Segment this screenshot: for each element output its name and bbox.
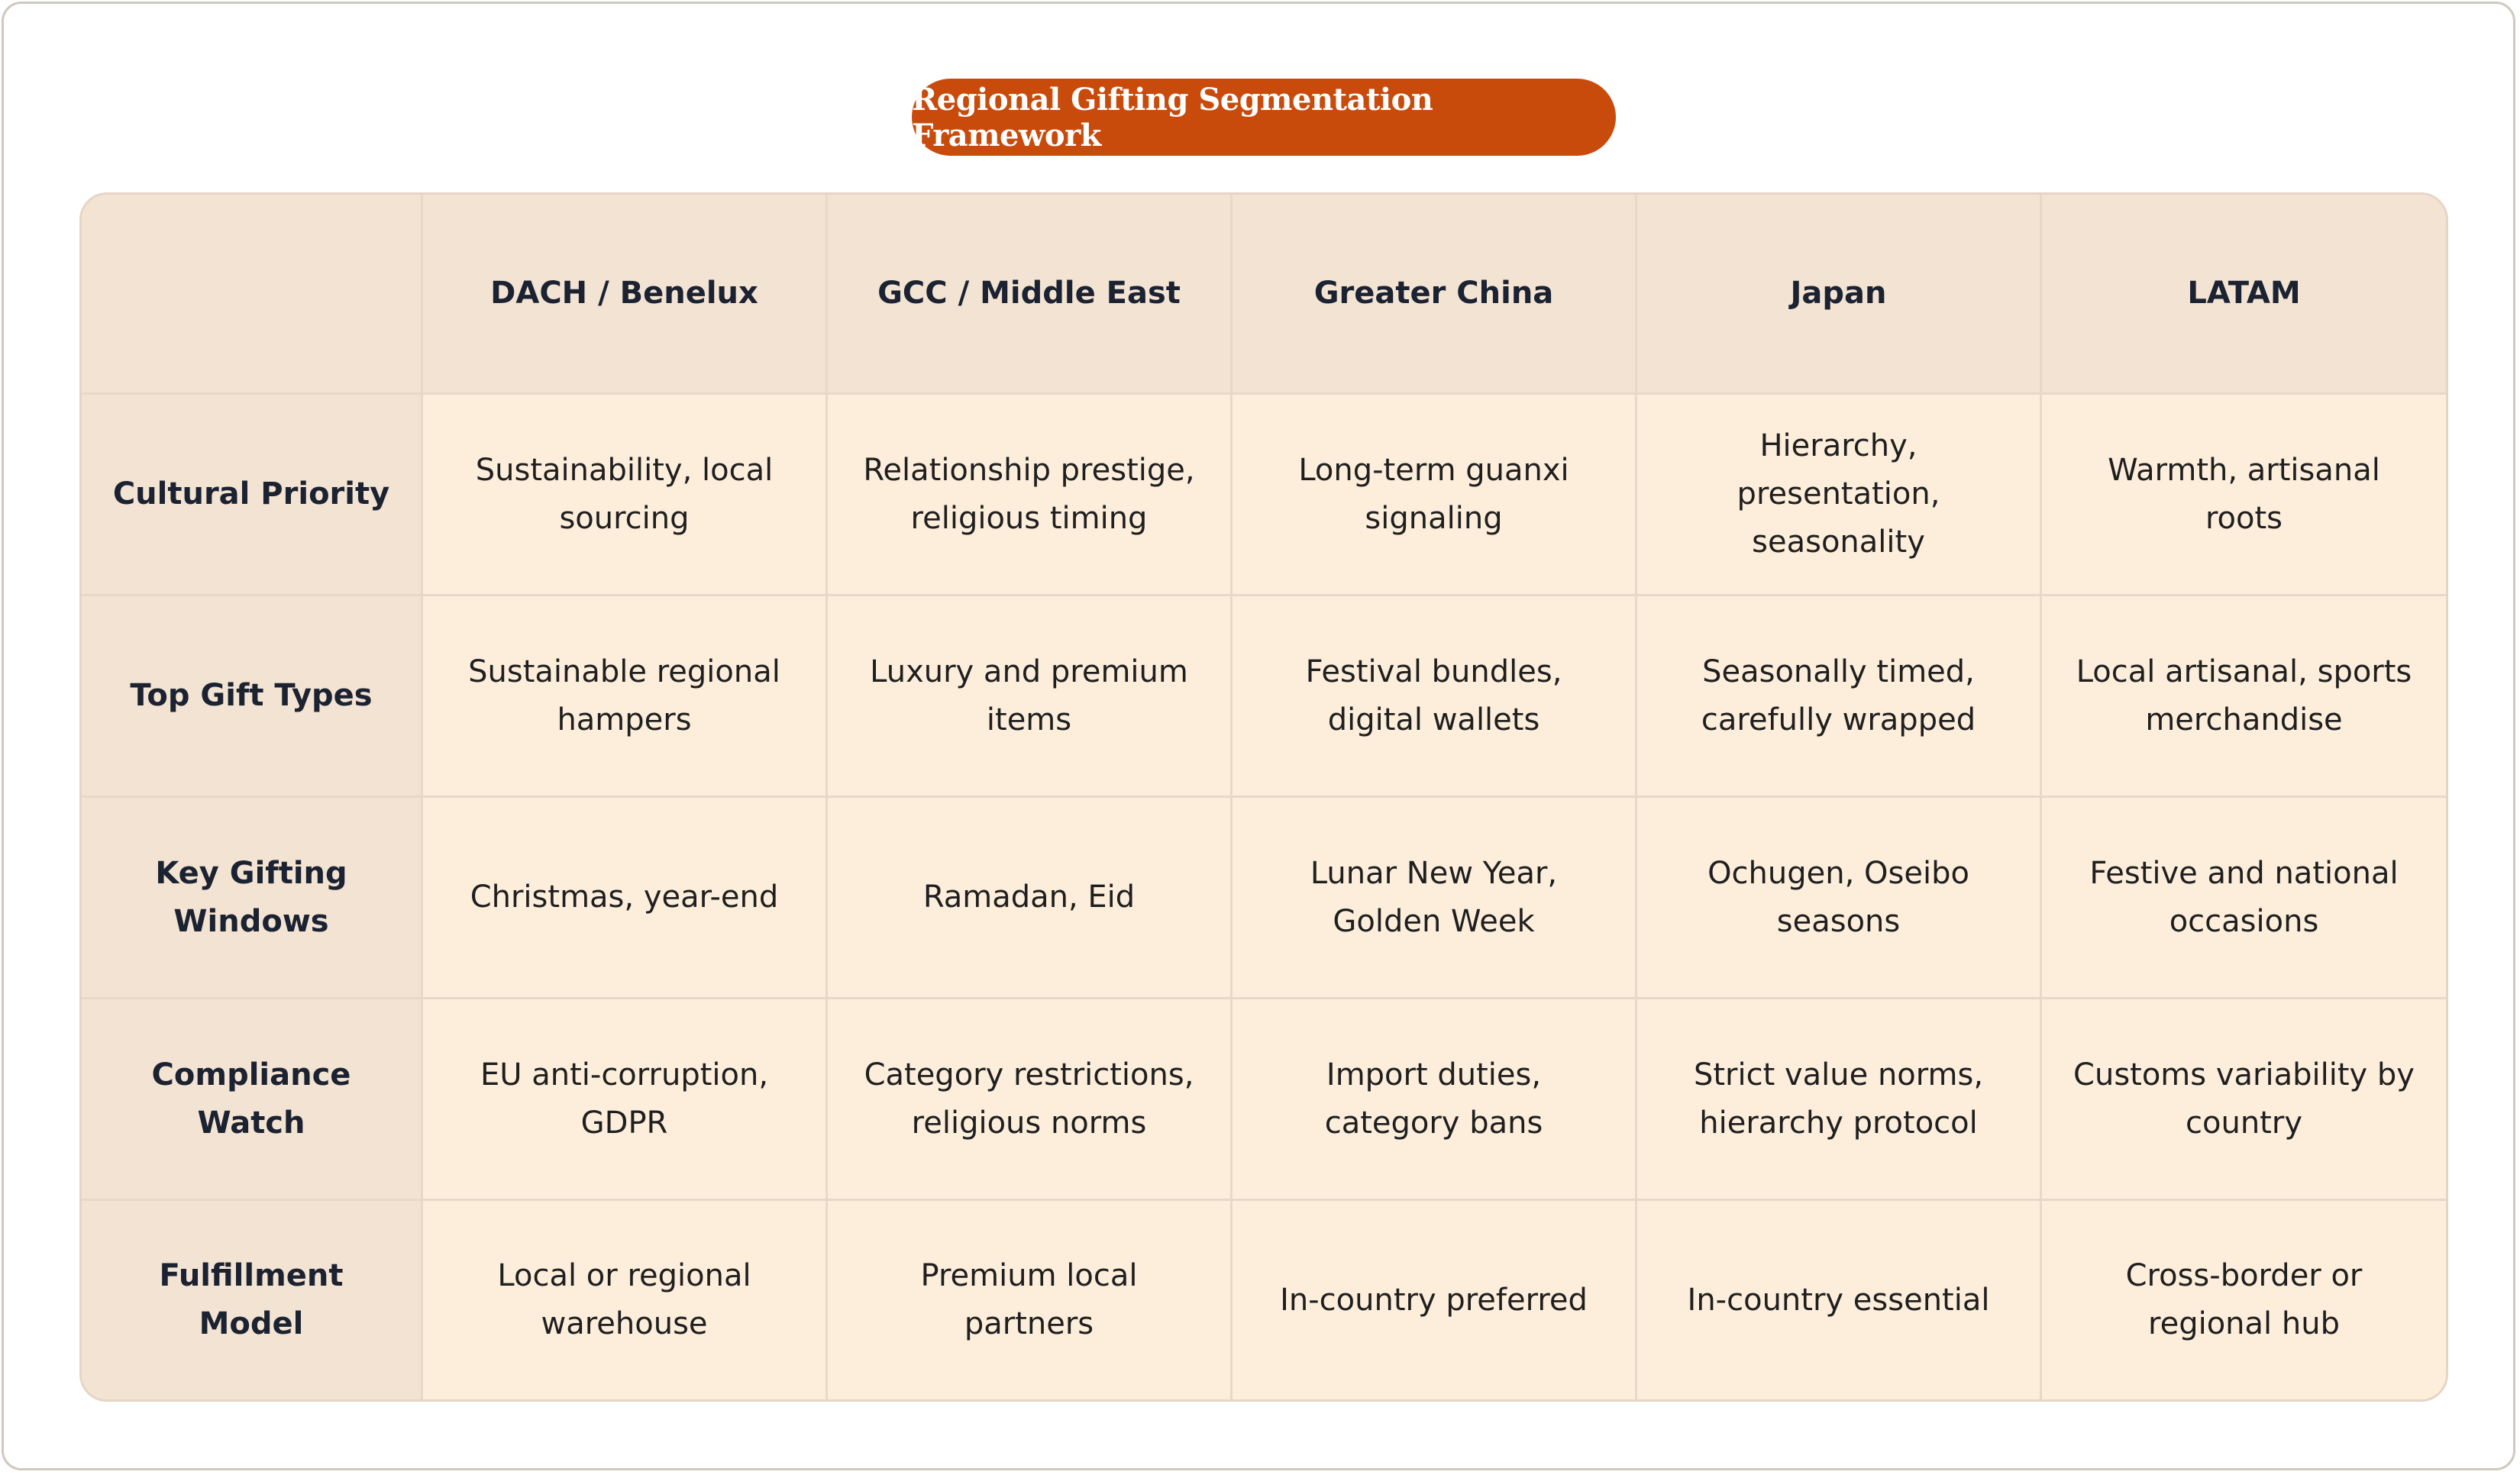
table-cell: Lunar New Year, Golden Week (1233, 798, 1637, 999)
segmentation-table (79, 192, 2448, 1402)
table-cell: Local or regional warehouse (423, 1201, 828, 1399)
page-frame (2, 2, 2515, 1470)
table-cell: Festival bundles, digital wallets (1233, 596, 1637, 798)
column-header-greater-china: Greater China (1233, 195, 1637, 395)
row-header-compliance-watch: Compliance Watch (82, 999, 423, 1201)
table-cell: Strict value norms, hierarchy protocol (1637, 999, 2042, 1201)
table-cell: In-country preferred (1233, 1201, 1637, 1399)
column-header-dach-benelux: DACH / Benelux (423, 195, 828, 395)
row-header-top-gift-types: Top Gift Types (82, 596, 423, 798)
row-header-fulfillment-model: Fulfillment Model (82, 1201, 423, 1399)
table-cell: Seasonally timed, carefully wrapped (1637, 596, 2042, 798)
table-corner-cell (82, 195, 423, 395)
table-cell: EU anti-corruption, GDPR (423, 999, 828, 1201)
table-cell: Sustainable regional hampers (423, 596, 828, 798)
table-cell: Cross-border or regional hub (2042, 1201, 2446, 1399)
table-cell: Ramadan, Eid (828, 798, 1233, 999)
table-cell: Ochugen, Oseibo seasons (1637, 798, 2042, 999)
column-header-gcc-middle-east: GCC / Middle East (828, 195, 1233, 395)
table-cell: Relationship prestige, religious timing (828, 395, 1233, 596)
page-title: Regional Gifting Segmentation Framework (912, 79, 1616, 156)
table-grid (82, 195, 2446, 1399)
row-header-cultural-priority: Cultural Priority (82, 395, 423, 596)
table-cell: Long-term guanxi signaling (1233, 395, 1637, 596)
row-header-key-gifting-windows: Key Gifting Windows (82, 798, 423, 999)
table-cell: Import duties, category bans (1233, 999, 1637, 1201)
table-cell: Luxury and premium items (828, 596, 1233, 798)
column-header-latam: LATAM (2042, 195, 2446, 395)
table-cell: Customs variability by country (2042, 999, 2446, 1201)
table-cell: Festive and national occasions (2042, 798, 2446, 999)
table-cell: Premium local partners (828, 1201, 1233, 1399)
table-cell: Warmth, artisanal roots (2042, 395, 2446, 596)
column-header-japan: Japan (1637, 195, 2042, 395)
table-cell: Christmas, year-end (423, 798, 828, 999)
table-cell: Local artisanal, sports merchandise (2042, 596, 2446, 798)
table-cell: Category restrictions, religious norms (828, 999, 1233, 1201)
table-cell: Hierarchy, presentation, seasonality (1637, 395, 2042, 596)
table-cell: Sustainability, local sourcing (423, 395, 828, 596)
table-cell: In-country essential (1637, 1201, 2042, 1399)
